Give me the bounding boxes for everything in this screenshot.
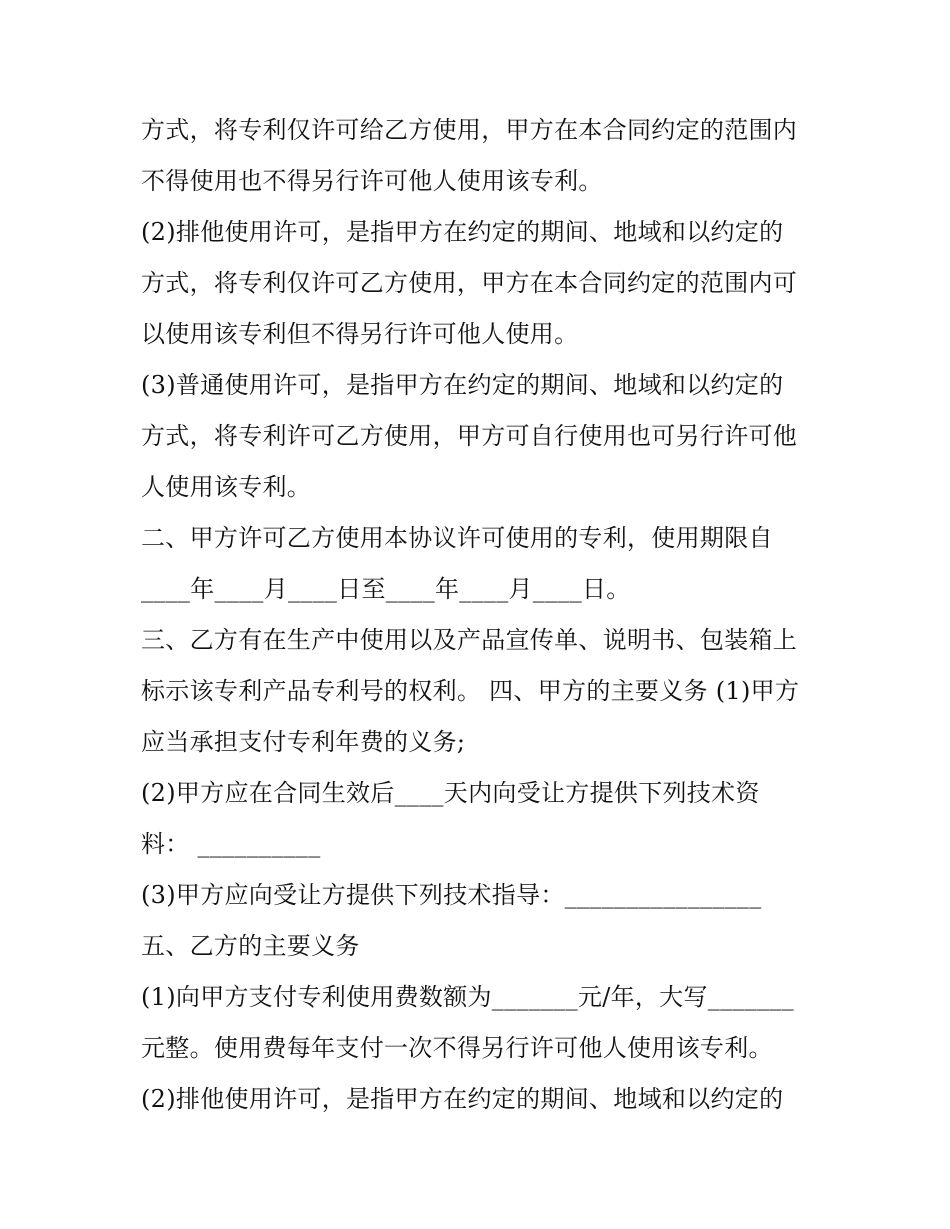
text-line: 标示该专利产品专利号的权利。 四、甲方的主要义务 (1)甲方 bbox=[141, 677, 800, 705]
text-line: 方式，将专利仅许可给乙方使用，甲方在本合同约定的范围内 bbox=[141, 116, 798, 144]
text-line: 人使用该专利。 bbox=[141, 473, 312, 501]
text-line: 二、甲方许可乙方使用本协议许可使用的专利，使用期限自 bbox=[141, 524, 773, 552]
text-line: 五、乙方的主要义务 bbox=[141, 932, 360, 960]
text-line: (3)甲方应向受让方提供下列技术指导：________________ bbox=[141, 881, 762, 909]
text-line: (2)排他使用许可，是指甲方在约定的期间、地域和以约定的 bbox=[141, 1085, 784, 1113]
text-line: (2)排他使用许可，是指甲方在约定的期间、地域和以约定的 bbox=[141, 218, 784, 246]
text-line: (2)甲方应在合同生效后____天内向受让方提供下列技术资 bbox=[141, 779, 760, 807]
text-line: 三、乙方有在生产中使用以及产品宣传单、说明书、包装箱上 bbox=[141, 626, 798, 654]
text-line: ____年____月____日至____年____月____日。 bbox=[141, 575, 631, 603]
text-line: 方式，将专利仅许可乙方使用，甲方在本合同约定的范围内可 bbox=[141, 269, 798, 297]
text-line: (1)向甲方支付专利使用费数额为_______元/年，大写_______ bbox=[141, 983, 794, 1011]
document-body bbox=[141, 105, 821, 1125]
text-line: (3)普通使用许可，是指甲方在约定的期间、地域和以约定的 bbox=[141, 371, 784, 399]
text-line: 以使用该专利但不得另行许可他人使用。 bbox=[141, 320, 579, 348]
text-line: 元整。使用费每年支付一次不得另行许可他人使用该专利。 bbox=[141, 1034, 773, 1062]
text-line: 应当承担支付专利年费的义务; bbox=[141, 728, 466, 756]
text-line: 料： __________ bbox=[141, 830, 321, 858]
text-line: 方式，将专利许可乙方使用，甲方可自行使用也可另行许可他 bbox=[141, 422, 798, 450]
text-line: 不得使用也不得另行许可他人使用该专利。 bbox=[141, 167, 603, 195]
